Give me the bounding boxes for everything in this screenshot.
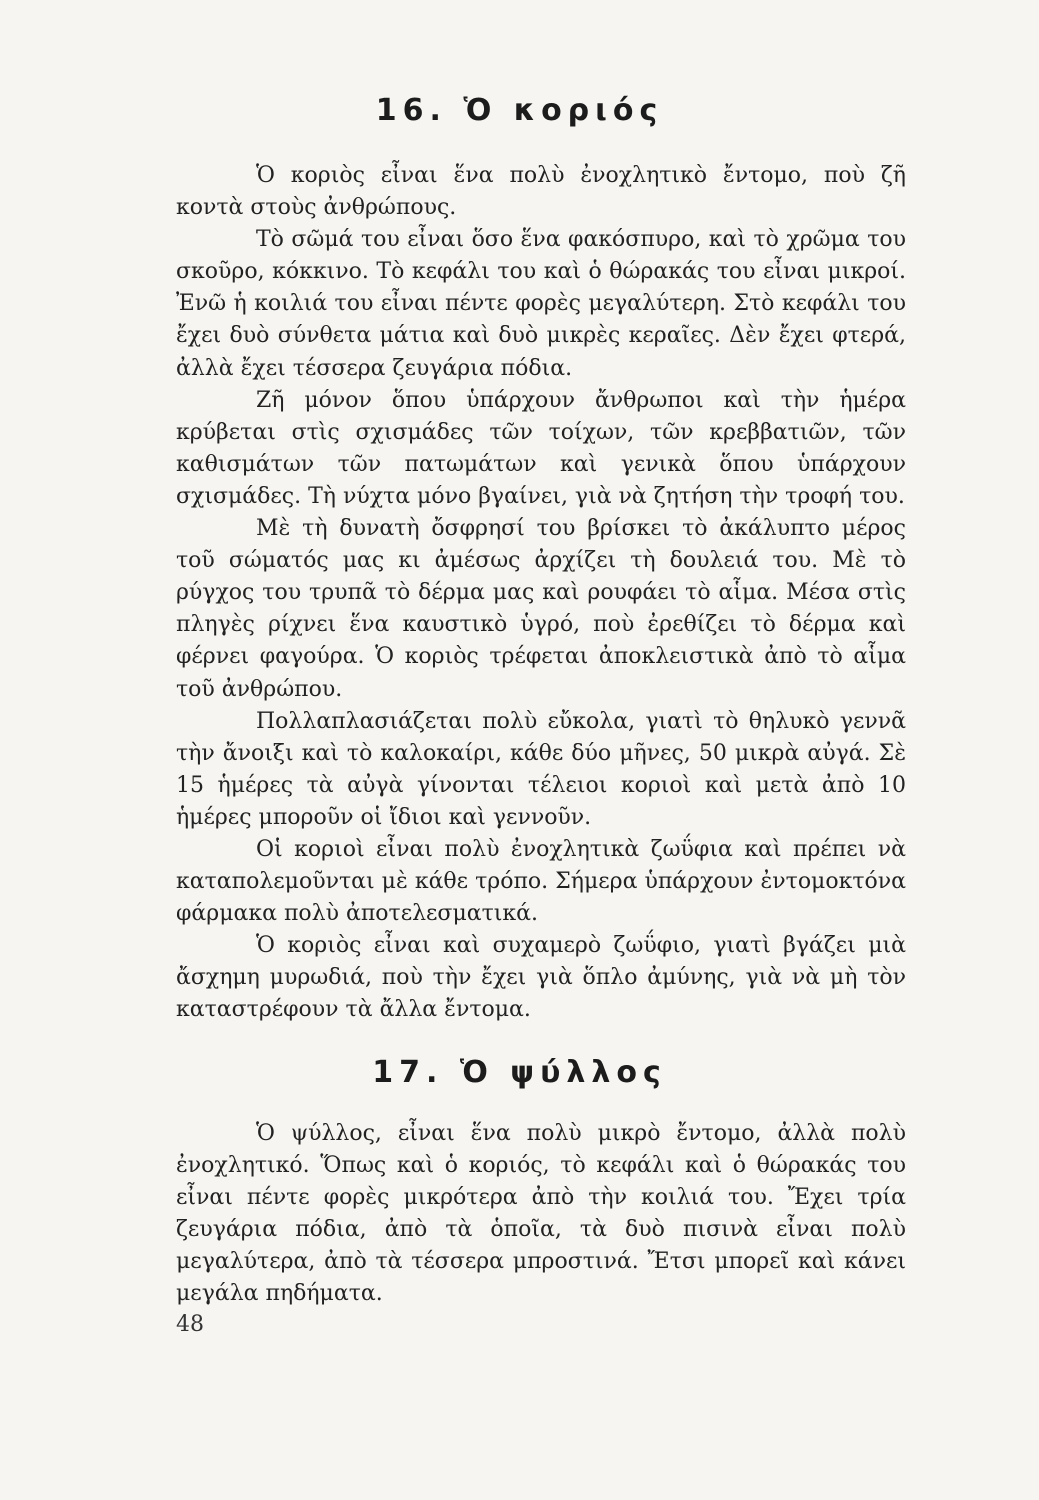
section-title-bedbug: 16. Ὁ κοριός xyxy=(375,93,664,128)
paragraph: Μὲ τὴ δυνατὴ ὄσφρησί του βρίσκει τὸ ἀκάλυπτο μέρος τοῦ σώματός μας κι ἀμέσως ἀρχίζει τὴ δουλειά του. Μὲ τὸ ρύγχος του τρυπᾶ τὸ δέρμα μας καὶ ρουφάει τὸ αἷμα. Μέσα στὶς πληγὲς ρίχνει ἕνα καυστικὸ ὑγρό, ποὺ ἐρεθίζει τὸ δέρμα καὶ φέρνει φαγούρα. Ὁ κοριὸς τρέφεται ἀποκλειστικὰ ἀπὸ τὸ αἷμα τοῦ ἀνθρώπου. xyxy=(176,516,906,702)
paragraph: Ὁ κοριὸς εἶναι καὶ συχαμερὸ ζωΰφιο, γιατὶ βγάζει μιὰ ἄσχημη μυρωδιά, ποὺ τὴν ἔχει γιὰ ὅπλο ἀμύνης, γιὰ νὰ μὴ τὸν καταστρέφουν τὰ ἄλλα ἔντομα. xyxy=(176,933,906,1023)
page-number: 48 xyxy=(176,1312,204,1337)
paragraph: Ζῆ μόνον ὅπου ὑπάρχουν ἄνθρωποι καὶ τὴν ἡμέρα κρύβεται στὶς σχισμάδες τῶν τοίχων, τῶν κρεββατιῶν, τῶν καθισμάτων τῶν πατωμάτων καὶ γενικὰ ὅπου ὑπάρχουν σχισμάδες. Τὴ νύχτα μόνο βγαίνει, γιὰ νὰ ζητήση τὴν τροφή του. xyxy=(176,387,906,509)
paragraph: Ὁ ψύλλος, εἶναι ἕνα πολὺ μικρὸ ἔντομο, ἀλλὰ πολὺ ἐνοχλητικό. Ὅπως καὶ ὁ κοριός, τὸ κεφάλι καὶ ὁ θώρακάς του εἶναι πέντε φορὲς μικρότερα ἀπὸ τὴν κοιλιά του. Ἔχει τρία ζευγάρια πόδια, ἀπὸ τὰ ὁποῖα, τὰ δυὸ πισινὰ εἶναι πολὺ μεγαλύτερα, ἀπὸ τὰ τέσσερα μπροστινά. Ἔτσι μπορεῖ καὶ κάνει μεγάλα πηδήματα. xyxy=(176,1121,906,1307)
section-body-flea xyxy=(176,1118,906,1311)
paragraph: Πολλαπλασιάζεται πολὺ εὔκολα, γιατὶ τὸ θηλυκὸ γεννᾶ τὴν ἄνοιξι καὶ τὸ καλοκαίρι, κάθε δύο μῆνες, 50 μικρὰ αὐγά. Σὲ 15 ἡμέρες τὰ αὐγὰ γίνονται τέλειοι κοριοὶ καὶ μετὰ ἀπὸ 10 ἡμέρες μποροῦν οἱ ἴδιοι καὶ γεννοῦν. xyxy=(176,708,906,830)
paragraph: Ὁ κοριὸς εἶναι ἕνα πολὺ ἐνοχλητικὸ ἔντομο, ποὺ ζῆ κοντὰ στοὺς ἀνθρώπους. xyxy=(176,163,906,221)
section-body-bedbug xyxy=(176,160,906,1027)
paragraph: Οἱ κοριοὶ εἶναι πολὺ ἐνοχλητικὰ ζωΰφια καὶ πρέπει νὰ καταπολεμοῦνται μὲ κάθε τρόπο. Σήμερα ὑπάρχουν ἐντομοκτόνα φάρμακα πολὺ ἀποτελεσματικά. xyxy=(176,836,906,927)
section-title-flea: 17. Ὁ ψύλλος xyxy=(372,1055,667,1090)
paragraph: Τὸ σῶμά του εἶναι ὅσο ἕνα φακόσπυρο, καὶ τὸ χρῶμα του σκοῦρο, κόκκινο. Τὸ κεφάλι του καὶ ὁ θώρακάς του εἶναι μικροί. Ἐνῶ ἡ κοιλιά του εἶναι πέντε φορὲς μεγαλύτερη. Στὸ κεφάλι του ἔχει δυὸ σύνθετα μάτια καὶ δυὸ μικρὲς κεραῖες. Δὲν ἔχει φτερά, ἀλλὰ ἔχει τέσσερα ζευγάρια πόδια. xyxy=(176,227,906,381)
